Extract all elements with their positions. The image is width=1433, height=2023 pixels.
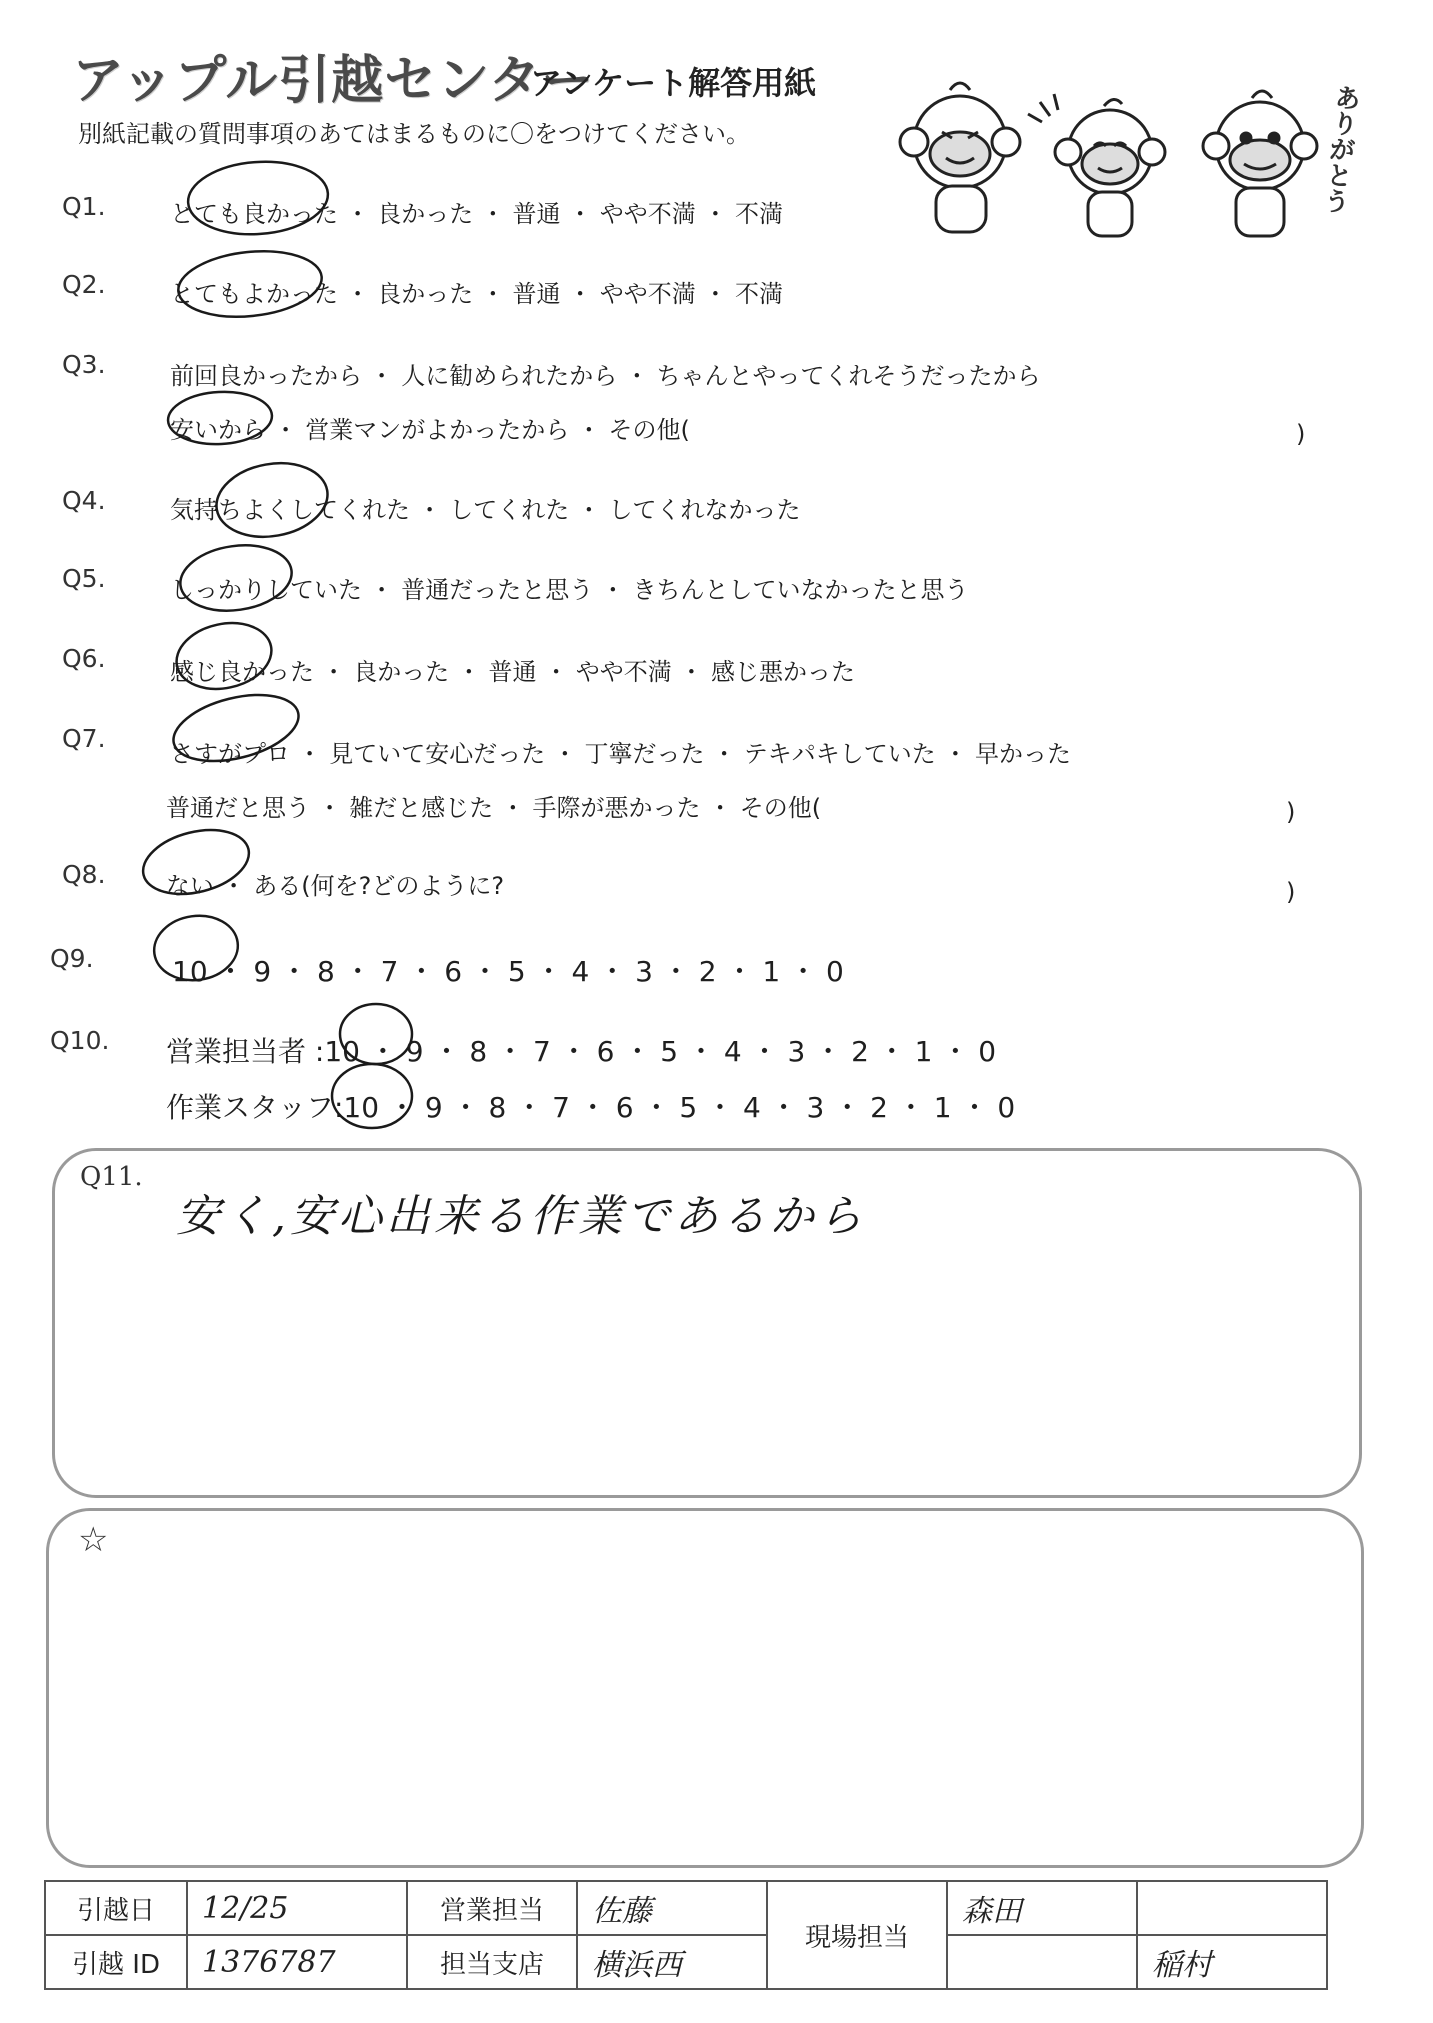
move-id-label: 引越 ID	[45, 1935, 187, 1989]
mascot-caption: ありがとう	[1318, 82, 1362, 216]
star-icon: ☆	[78, 1520, 109, 1560]
sales-label: 営業担当	[407, 1881, 577, 1935]
q7-options-line2[interactable]: 普通だと思う ・ 雑だと感じた ・ 手際が悪かった ・ その他(	[166, 794, 822, 822]
notes-box[interactable]	[46, 1508, 1364, 1868]
q11-answer-text: 安く,安心出来る作業であるから	[176, 1191, 866, 1242]
q3-options-line1[interactable]: 前回良かったから ・ 人に勧められたから ・ ちゃんとやってくれそうだったから	[170, 362, 1041, 390]
q6-options[interactable]: 感じ良かった ・ 良かった ・ 普通 ・ やや不満 ・ 感じ悪かった	[170, 658, 856, 686]
q11-label: Q11.	[80, 1162, 143, 1192]
move-date-label: 引越日	[45, 1881, 187, 1935]
q10-staff-scale[interactable]: 作業スタッフ:10 ・ 9 ・ 8 ・ 7 ・ 6 ・ 5 ・ 4 ・ 3 ・ 2 ・ 1 ・ 0	[166, 1091, 1016, 1124]
q3-options-line2[interactable]: 安いから ・ 営業マンがよかったから ・ その他(	[170, 416, 690, 444]
q1-label: Q1.	[62, 192, 106, 221]
q3-label: Q3.	[62, 350, 106, 379]
q6-label: Q6.	[62, 644, 106, 673]
form-title: アンケート解答用紙	[530, 64, 817, 102]
company-title: アップル引越センター	[72, 51, 595, 111]
q2-label: Q2.	[62, 270, 106, 299]
office-use-table	[44, 1880, 1328, 1990]
site-staff-empty	[1137, 1881, 1327, 1935]
move-id-value: 1376787	[187, 1935, 407, 1989]
site-staff-label: 現場担当	[767, 1881, 947, 1989]
q10-sales-scale[interactable]: 営業担当者 :10 ・ 9 ・ 8 ・ 7 ・ 6 ・ 5 ・ 4 ・ 3 ・ 2 ・ 1 ・ 0	[166, 1035, 997, 1068]
q3-close-paren: )	[1296, 420, 1306, 448]
q4-options[interactable]: 気持ちよくしてくれた ・ してくれた ・ してくれなかった	[170, 496, 801, 524]
q7-close-paren: )	[1286, 798, 1296, 826]
site-staff-1: 森田	[947, 1881, 1137, 1935]
q9-scale[interactable]: 10 ・ 9 ・ 8 ・ 7 ・ 6 ・ 5 ・ 4 ・ 3 ・ 2 ・ 1 ・ 0	[172, 955, 844, 988]
q9-label: Q9.	[50, 944, 94, 973]
site-staff-empty-2	[947, 1935, 1137, 1989]
q5-label: Q5.	[62, 564, 106, 593]
q7-label: Q7.	[62, 724, 106, 753]
mascot-illustration	[890, 72, 1370, 252]
branch-value: 横浜西	[577, 1935, 767, 1989]
instruction-text: 別紙記載の質問事項のあてはまるものに〇をつけてください。	[78, 120, 750, 148]
branch-label: 担当支店	[407, 1935, 577, 1989]
q5-options[interactable]: しっかりしていた ・ 普通だったと思う ・ きちんとしていなかったと思う	[170, 576, 969, 604]
q1-options[interactable]: とても良かった ・ 良かった ・ 普通 ・ やや不満 ・ 不満	[170, 200, 784, 228]
q8-label: Q8.	[62, 860, 106, 889]
q8-options[interactable]: ない ・ ある(何を?どのように?	[166, 872, 505, 900]
q4-label: Q4.	[62, 486, 106, 515]
sales-value: 佐藤	[577, 1881, 767, 1935]
q7-options-line1[interactable]: さすがプロ ・ 見ていて安心だった ・ 丁寧だった ・ テキパキしていた ・ 早かった	[170, 740, 1072, 768]
q2-options[interactable]: とてもよかった ・ 良かった ・ 普通 ・ やや不満 ・ 不満	[170, 280, 784, 308]
q8-close-paren: )	[1286, 878, 1296, 906]
q10-label: Q10.	[50, 1026, 110, 1055]
move-date-value: 12/25	[187, 1881, 407, 1935]
site-staff-2: 稲村	[1137, 1935, 1327, 1989]
